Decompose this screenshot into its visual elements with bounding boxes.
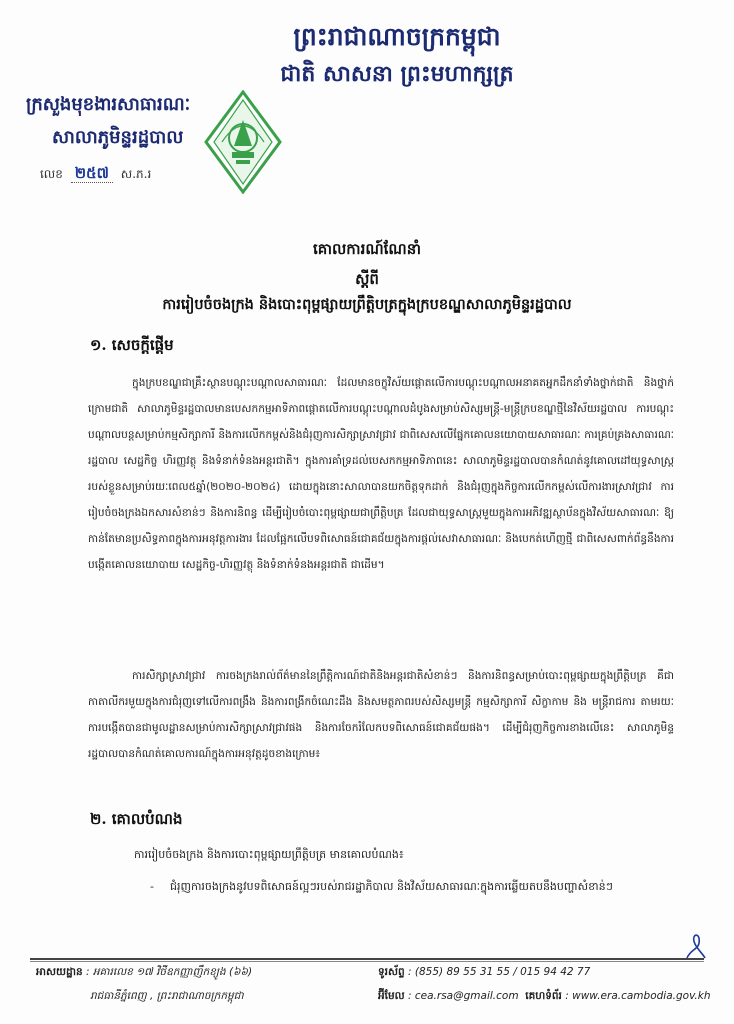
email-label: អ៊ីមែល [378,990,405,1002]
address-label: អាសយដ្ឋាន [36,966,83,978]
kingdom-line-1: ព្រះរាជាណាចក្រកម្ពុជា [293,22,501,51]
footer-divider-thin [30,961,704,962]
phone-number: (855) 89 55 31 55 / 015 94 42 77 [414,966,591,978]
paragraph-research: ការសិក្សាស្រាវជ្រាវ ការចងក្រងរាល់ព័ត៌មាននៃព្រឹត្តិការណ៍ជាតិនិងអន្តរជាតិសំខាន់ៗ និងការនិពន្ធសម្រាប់បោះពុម្ពផ្សាយក្នុងព្រឹត្តិបត្រ គឺជាកាតាលីករមួយក្នុងការជំរុញទៅលើការពង្រឹង និងការពង្រីកចំណេះដឹង និងសមត្ថភាពរបស់សិស្សមន្ត្រី កម្មសិក្សាការី សិក្ខាកាម និង មន្ត្រីរាជការ តាមរយៈការបង្កើតបានជាមូលដ្ឋានសម្រាប់ការសិក្សាស្រាវជ្រាវផង និងការចែករំលែកបទពិសោធន៍ជោគជ័យផង។ ដើម្បីជំរុញកិច្ចការខាងលើនេះ សាលាភូមិន្ទរដ្ឋបាលបានកំណត់គោលការណ៍ក្នុងការអនុវត្តដូចខាងក្រោម៖ [88,670,674,760]
website-label: គេហទំព័រ [525,990,562,1002]
document-title-about: ស្តីពី [355,270,379,288]
objectives-intro: ការរៀបចំចងក្រង និងការបោះពុម្ពផ្សាយព្រឹត្តិបត្រ មានគោលបំណង៖ [134,848,404,861]
footer-divider [30,958,704,960]
bullet-dash: - [150,880,154,893]
reference-suffix: ស.ភ.រ [120,167,152,181]
document-subject: ការរៀបចំចងក្រង និងបោះពុម្ពផ្សាយព្រឹត្តិបត្រក្នុងក្របខណ្ឌសាលាភូមិន្ទរដ្ឋបាល [162,296,572,313]
objective-bullet [150,874,678,900]
footer-phone: ទូរស័ព្ទ : (855) 89 55 31 55 / 015 94 42 77 [378,966,591,978]
kingdom-line-2: ជាតិ សាសនា ព្រះមហាក្សត្រ [280,61,514,87]
school-emblem-icon [204,90,282,194]
reference-number: ២៥៧ [71,164,113,183]
objective-bullet-text: ជំរុញការចងក្រងនូវបទពិសោធន៍ល្អៗរបស់រាជរដ្ឋាភិបាល និងវិស័យសាធារណៈក្នុងការឆ្លើយតបនឹងបញ្ហាសំខាន់ៗ [170,880,613,893]
paragraph-introduction: ក្នុងក្របខណ្ឌជាគ្រឹះស្ថានបណ្តុះបណ្តាលសាធារណៈ ដែលមានចក្ខុវិស័យផ្តោតលើការបណ្តុះបណ្តាលអនាគតអ្នកដឹកនាំទាំងថ្នាក់ជាតិ និងថ្នាក់ក្រោមជាតិ សាលាភូមិន្ទរដ្ឋបាលមានបេសកកម្មអាទិភាពផ្តោតលើការបណ្តុះបណ្តាលដំបូងសម្រាប់សិស្សមន្ត្រី-មន្ត្រីក្របខណ្ឌថ្មីនៃវិស័យរដ្ឋបាល ការបណ្តុះបណ្តាលបន្តសម្រាប់កម្មសិក្សាការី និងការលើកកម្ពស់និងជំរុញការសិក្សាស្រាវជ្រាវ ជាពិសេសលើផ្នែកគោលនយោបាយសាធារណៈ ការគ្រប់គ្រងសាធារណៈ រដ្ឋបាល សេដ្ឋកិច្ច ហិរញ្ញវត្ថុ និងទំនាក់ទំនងអន្តរជាតិ។ ក្នុងការគាំទ្រដល់បេសកកម្មអាទិភាពនេះ សាលាភូមិន្ទរដ្ឋបាលបានកំណត់នូវគោលដៅយុទ្ធសាស្ត្ររបស់ខ្លួនសម្រាប់រយៈពេល៥ឆ្នាំ(២០២០-២០២៤) ដោយក្នុងនោះសាលាបានយកចិត្តទុកដាក់ និងជំរុញក្នុងកិច្ចការលើកកម្ពស់លើការងារស្រាវជ្រាវ ការរៀបចំចងក្រងឯកសារសំខាន់ៗ និងការនិពន្ធ ដើម្បីរៀបចំបោះពុម្ពផ្សាយជាព្រឹត្តិបត្រ ដែលជាយុទ្ធសាស្ត្រមួយក្នុងការអភិវឌ្ឍស្ថាប័នក្នុងវិស័យសាធារណៈ ឱ្យកាន់តែមានប្រសិទ្ធភាពក្នុងការអនុវត្តការងារ ដែលផ្អែកលើបទពិសោធន៍ជោគជ័យក្នុងការផ្តល់សេវាសាធារណៈ និងបេកត់ហើញថ្មី ជាពិសេសពាក់ព័ន្ធនឹងការបង្កើតគោលនយោបាយ សេដ្ឋកិច្ច-ហិរញ្ញវត្ថុ និងទំនាក់ទំនងអន្តរជាតិ ជាដើម។ [88,377,674,571]
address-line-1: អគារលេខ ១៧ វិថីឧកញ្ញាញឹកខ្យូង (៦៦) [92,966,253,978]
section-heading-introduction: ១. សេចក្តីផ្តើម [90,336,174,354]
school-name: សាលាភូមិន្ទរដ្ឋបាល [52,127,184,148]
initial-signature-icon [683,928,707,962]
website-url: www.era.cambodia.gov.kh [572,990,711,1002]
reference-number-line [40,164,151,186]
email-address: cea.rsa@gmail.com [414,990,519,1002]
document-title: គោលការណ៍ណែនាំ [312,240,422,258]
section-heading-objectives: ២. គោលបំណង [90,810,183,828]
footer-address-line-2: រាជធានីភ្នំពេញ , ព្រះរាជាណាចក្រកម្ពុជា [90,990,244,1002]
reference-prefix: លេខ [40,167,63,181]
phone-label: ទូរស័ព្ទ [378,966,405,978]
footer-email: អ៊ីមែល : cea.rsa@gmail.com គេហទំព័រ : www.era.cambodia.gov.kh [378,990,711,1002]
footer-address: អាសយដ្ឋាន : អគារលេខ ១៧ វិថីឧកញ្ញាញឹកខ្យូង (៦៦) [36,966,253,978]
ministry-name: ក្រសួងមុខងារសាធារណៈ [26,94,191,115]
